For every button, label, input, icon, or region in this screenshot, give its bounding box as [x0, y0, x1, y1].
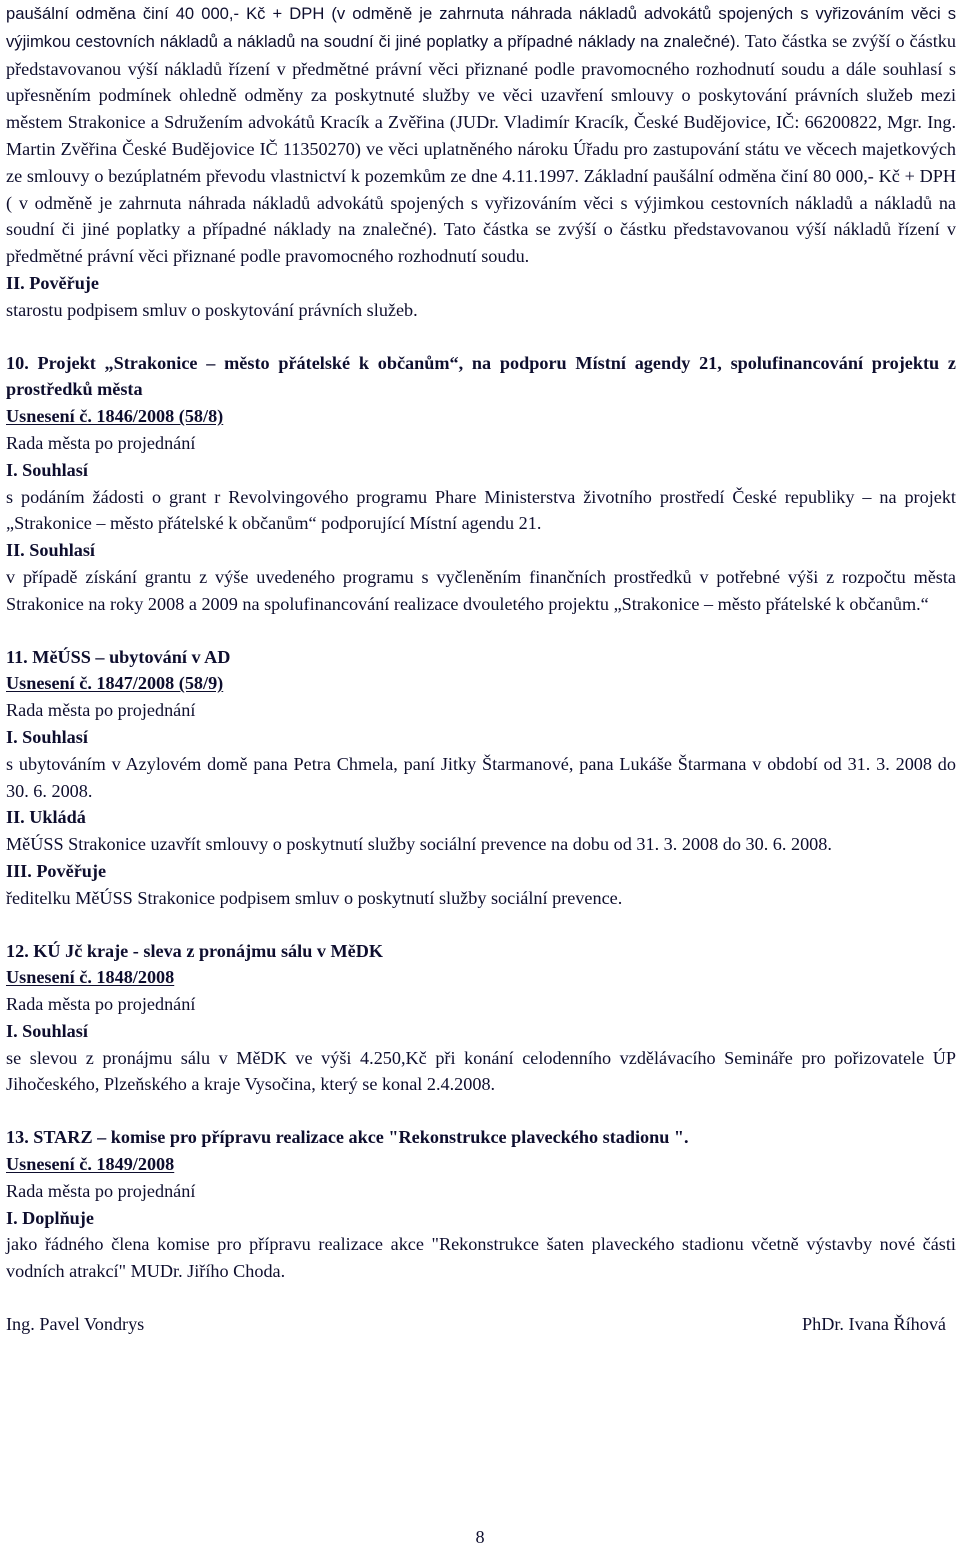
- resolution-number: Usnesení č. 1847/2008 (58/9): [6, 673, 224, 694]
- intro-paragraph: [6, 0, 956, 270]
- block-text: ředitelku MěÚSS Strakonice podpisem smluv o poskytnutí služby sociální prevence.: [6, 887, 623, 908]
- item-title: 13. STARZ – komise pro přípravu realizace akce "Rekonstrukce plaveckého stadionu ".: [6, 1127, 689, 1148]
- item-10: [6, 350, 956, 618]
- block-heading: I. Doplňuje: [6, 1207, 94, 1228]
- council-line: Rada města po projednání: [6, 1180, 196, 1201]
- block-heading: I. Souhlasí: [6, 1020, 88, 1041]
- item-12: [6, 938, 956, 1099]
- block-text: se slevou z pronájmu sálu v MěDK ve výši 4.250,Kč při konání celodenního vzdělávacího Semináře pro pořizovatele ÚP Jihočeského, Plzeňského a kraje Vysočina, který se konal 2.4.2008.: [6, 1047, 956, 1095]
- block-text: jako řádného člena komise pro přípravu realizace akce "Rekonstrukce šaten plaveckého stadionu včetně výstavby nové části vodních atrakcí" MUDr. Jiřího Choda.: [6, 1234, 956, 1282]
- item-title: 11. MěÚSS – ubytování v AD: [6, 646, 231, 667]
- block-heading: II. Ukládá: [6, 807, 86, 828]
- signature-left: Ing. Pavel Vondrys: [6, 1314, 145, 1335]
- item-title: 10. Projekt „Strakonice – město přátelské k občanům“, na podporu Místní agendy 21, spolufinancování projektu z prostředků města: [6, 352, 956, 400]
- item-11: [6, 644, 956, 912]
- signature-right: PhDr. Ivana Říhová: [802, 1314, 946, 1335]
- block-text: s podáním žádosti o grant r Revolvingového programu Phare Ministerstva životního prostředí České republiky – na projekt „Strakonice – město přátelské k občanům“ podporující Místní agendu 21.: [6, 486, 956, 534]
- block-heading: III. Pověřuje: [6, 860, 107, 881]
- item-13: [6, 1124, 956, 1285]
- block-heading: II. Souhlasí: [6, 540, 95, 561]
- resolution-number: Usnesení č. 1846/2008 (58/8): [6, 406, 224, 427]
- block-text: MěÚSS Strakonice uzavřít smlouvy o poskytnutí služby sociální prevence na dobu od 31. 3. 2008 do 30. 6. 2008.: [6, 834, 832, 855]
- intro-sans-text: paušální odměna činí 40 000,- Kč + DPH (v odměně je zahrnuta náhrada nákladů advokátů spojených s vyřizováním věci s výjimkou cestovních nákladů a nákladů na soudní či jiné poplatky a případné náklady na znalečné).: [6, 4, 956, 51]
- block-text: s ubytováním v Azylovém domě pana Petra Chmela, paní Jitky Štarmanové, pana Lukáše Štarmana v období od 31. 3. 2008 do 30. 6. 2008.: [6, 753, 956, 801]
- block-heading: I. Souhlasí: [6, 726, 88, 747]
- block-text: v případě získání grantu z výše uvedeného programu s vyčleněním finančních prostředků v potřebné výši z rozpočtu města Strakonice na roky 2008 a 2009 na spolufinancování realizace dvouletého projektu „Strakonice – město přátelské k občanům.“: [6, 566, 956, 614]
- resolution-number: Usnesení č. 1848/2008: [6, 967, 175, 988]
- council-line: Rada města po projednání: [6, 700, 196, 721]
- intro-section: [6, 0, 956, 324]
- council-line: Rada města po projednání: [6, 432, 196, 453]
- intro-serif-text: Tato částka se zvýší o částku představovanou výší nákladů řízení v předmětné právní věci přiznané podle pravomocného rozhodnutí soudu a dále souhlasí s upřesněním podmínek ohledně odměny za poskytnuté služby ve věci uzavření smlouvy o poskytování právních služeb mezi městem Strakonice a Sdružením advokátů Kracík a Zvěřina (JUDr. Vladimír Kracík, České Budějovice, IČ: 66200822, Mgr. Ing. Martin Zvěřina České Budějovice IČ 11350270) ve věci uplatněného nároku Úřadu pro zastupování státu ve věcech majetkových ze smlouvy o bezúplatném převodu vlastnictví k pozemkům ze dne 4.11.1997. Základní paušální odměna činí 80 000,- Kč + DPH ( v odměně je zahrnuta náhrada nákladů advokátů spojených s vyřizováním věci s výjimkou cestovních nákladů a nákladů na soudní či jiné poplatky a případné náklady na znalečné). Tato částka se zvýší o částku představovanou výší nákladů řízení v předmětné právní věci přiznané podle pravomocného rozhodnutí soudu.: [6, 30, 956, 267]
- signature-row: [6, 1311, 946, 1338]
- page-number: 8: [475, 1527, 485, 1547]
- resolution-number: Usnesení č. 1849/2008: [6, 1154, 175, 1175]
- block-heading: I. Souhlasí: [6, 459, 88, 480]
- document-page: [6, 0, 956, 1338]
- council-line: Rada města po projednání: [6, 994, 196, 1015]
- intro-heading-poveruje: II. Pověřuje: [6, 272, 99, 293]
- intro-poveruje-text: starostu podpisem smluv o poskytování právních služeb.: [6, 299, 418, 320]
- item-title: 12. KÚ Jč kraje - sleva z pronájmu sálu v MěDK: [6, 940, 384, 961]
